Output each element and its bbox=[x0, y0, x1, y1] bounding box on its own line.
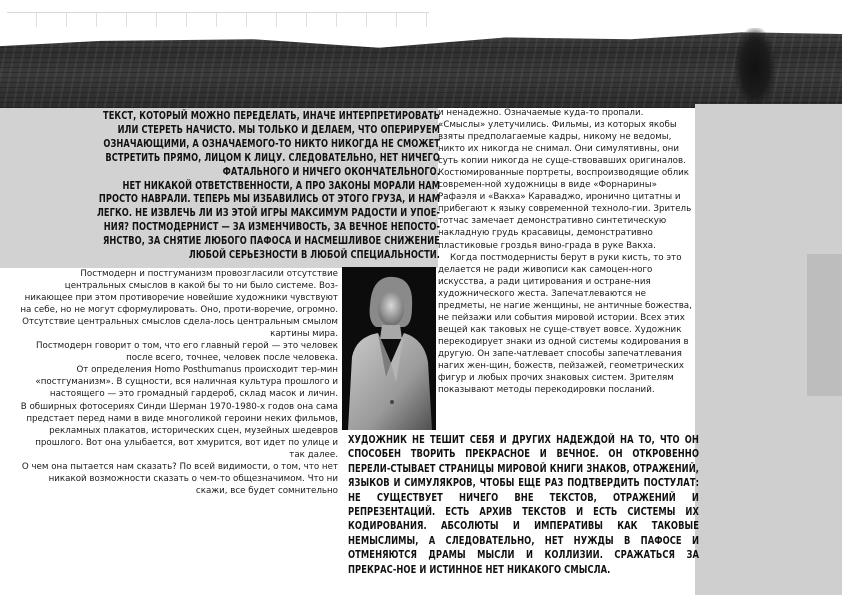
paragraph: В обширных фотосериях Синди Шерман 1970-1980-х годов она сама предстает перед нами в виде многоликой героини неких фильмов, рекламных плакатов, исторических сцен, музейных шедевров прошлого. Вот она улыбается, вот хмурится, вот идет по улице и так далее. bbox=[20, 401, 338, 460]
stencil-line: НЕТ НИКАКОЙ ОТВЕТСТВЕННОСТИ, А ПРО ЗАКОНЫ МОРАЛИ НАМ bbox=[122, 179, 440, 192]
stencil-line: ЯНСТВО, ЗА СНЯТИЕ ЛЮБОГО ПАФОСА И НАСМЕШЛИВОЕ СНИЖЕНИЕ bbox=[102, 235, 440, 248]
stencil-quote-top bbox=[27, 110, 440, 263]
right-texture-panel bbox=[695, 104, 842, 595]
left-column-text bbox=[20, 268, 338, 497]
stencil-line: ПРОСТО НАВРАЛИ. ТЕПЕРЬ МЫ ИЗБАВИЛИСЬ ОТ ЭТОГО ГРУЗА, И НАМ bbox=[98, 193, 440, 206]
stencil-line: ОЗНАЧАЮЩИМИ, А ОЗНАЧАЕМОГО-ТО НИКТО НИКОГДА НЕ СМОЖЕТ bbox=[103, 137, 440, 150]
stencil-quote-bottom bbox=[348, 433, 699, 577]
stencil-line: ВСТРЕТИТЬ ПРЯМО, ЛИЦОМ К ЛИЦУ. СЛЕДОВАТЕЛЬНО, НЕТ НИЧЕГО bbox=[105, 151, 441, 164]
right-panel-inset bbox=[807, 254, 842, 396]
paragraph: От определения Homo Posthumanus происходит тер-мин «постгуманизм». В сущности, вся наличная культура прошлого и настоящего — это громадный гардероб, склад масок и личин. bbox=[35, 365, 338, 400]
top-grid-lines bbox=[7, 12, 429, 27]
paragraph: Когда постмодернисты берут в руки кисть, то это делается не ради живописи как самоцен-ного искусства, а ради цитирования и остране-ния художнического жеста. Запечатлеваются не предметы, не нагие женщины, не античные божества, не пейзажи или события мировой истории. Всех этих вещей как таковых не суще-ствует вовсе. Художник перекодирует знаки из одной системы кодирования в другую. Он запе-чатлевает способы запечатлевания нагих жен-щин, божеств, пейзажей, геометрических фигур и любых прочих знаковых систем. Зрителям показывают методы перекодировки посланий. bbox=[438, 252, 692, 396]
stencil-line: ИЛИ СТЕРЕТЬ НАЧИСТО. МЫ ТОЛЬКО И ДЕЛАЕМ, ЧТО ОПЕРИРУЕМ bbox=[117, 123, 440, 136]
stencil-line: ТЕКСТ, КОТОРЫЙ МОЖНО ПЕРЕДЕЛАТЬ, ИНАЧЕ ИНТЕРПРЕТИРОВАТЬ bbox=[102, 110, 440, 122]
stencil-paragraph: ХУДОЖНИК НЕ ТЕШИТ СЕБЯ И ДРУГИХ НАДЕЖДОЙ НА ТО, ЧТО ОН СПОСОБЕН ТВОРИТЬ ПРЕКРАСНОЕ И ВЕЧНОЕ. ОН ОТКРОВЕННО ПЕРЕЛИ-СТЫВАЕТ СТРАНИЦЫ МИРОВОЙ КНИГИ ЗНАКОВ, ОТРАЖЕНИЙ, ЯЗЫКОВ И СИМУЛЯКРОВ, ЧТОБЫ ЕЩЕ РАЗ ПОДТВЕРДИТЬ ПОСТУЛАТ: НЕ СУЩЕСТВУЕТ НИЧЕГО ВНЕ ТЕКСТОВ, ОТРАЖЕНИЙ И РЕПРЕЗЕНТАЦИЙ. ЕСТЬ АРХИВ ТЕКСТОВ И ЕСТЬ СИСТЕМЫ ИХ КОДИРОВАНИЯ. АБСОЛЮТЫ И ИМПЕРАТИВЫ КАК ТАКОВЫЕ НЕМЫСЛИМЫ, А СЛЕДОВАТЕЛЬНО, НЕТ НУЖДЫ В ПАФОСЕ И ОТМЕНЯЮТСЯ ДРАМЫ МЫСЛИ И КОЛЛИЗИИ. СРАЖАТЬСЯ ЗА ПРЕКРАС-НОЕ И ИСТИННОЕ НЕТ НИКАКОГО СМЫСЛА. bbox=[348, 433, 699, 576]
paragraph: О чем она пытается нам сказать? По всей видимости, о том, что нет никакой возможности сказать о чем-то общезначимом. Что ни скажи, все будет сомнительно bbox=[21, 461, 338, 496]
portrait-figure-icon bbox=[342, 267, 436, 430]
paragraph: Постмодерн говорит о том, что его главный герой — это человек после всего, точнее, человек после человека. bbox=[35, 341, 338, 364]
paragraph: Постмодерн и постгуманизм провозгласили отсутствие центральных смыслов в какой бы то ни было системе. Воз-никающее при этом противоречие новейшие художники чувствуют на себе, но не могут сформулировать. Оно, проти-воречие, огромно. Отсутствие центральных смыслов сдела-лось центральным смылом картины мира. bbox=[20, 269, 338, 340]
stencil-line: ЛЮБОЙ СЕРЬЕЗНОСТИ В ЛЮБОЙ СПЕЦИАЛЬНОСТИ. bbox=[188, 249, 440, 262]
portrait-photo bbox=[342, 267, 436, 430]
stencil-line: ЛЕГКО. НЕ ИЗВЛЕЧЬ ЛИ ИЗ ЭТОЙ ИГРЫ МАКСИМУМ РАДОСТИ И УПОЕ- bbox=[96, 207, 441, 220]
right-column-text bbox=[438, 107, 693, 396]
paragraph: и ненадежно. Означаемые куда-то пропали. «Смыслы» улетучились. Фильмы, из которых якобы взяты предполагаемые кадры, никому не ведомы, никто их никогда не снимал. Они симулятивны, они суть копии никогда не суще-ствовавших оригиналов. Костюмированные портреты, воспроизводящие облик современ-ной художницы в виде «Форнарины» Рафаэля и «Вакха» Караваджо, иронично цитатны и прибегают к языку современной техноло-гии. Зритель тотчас замечает демонстративно синтетическую накладную грудь красавицы, демонстративно пластиковые гроздья вино-града в руке Вакха. bbox=[438, 108, 692, 251]
banner-smudge bbox=[735, 28, 775, 108]
stencil-line: НИЯ? ПОСТМОДЕРНИСТ — ЗА ИЗМЕНЧИВОСТЬ, ЗА ВЕЧНОЕ НЕПОСТО- bbox=[103, 221, 440, 234]
stencil-line: ФАТАЛЬНОГО И НИЧЕГО ОКОНЧАТЕЛЬНОГО. bbox=[222, 165, 440, 178]
painted-banner bbox=[0, 22, 842, 108]
